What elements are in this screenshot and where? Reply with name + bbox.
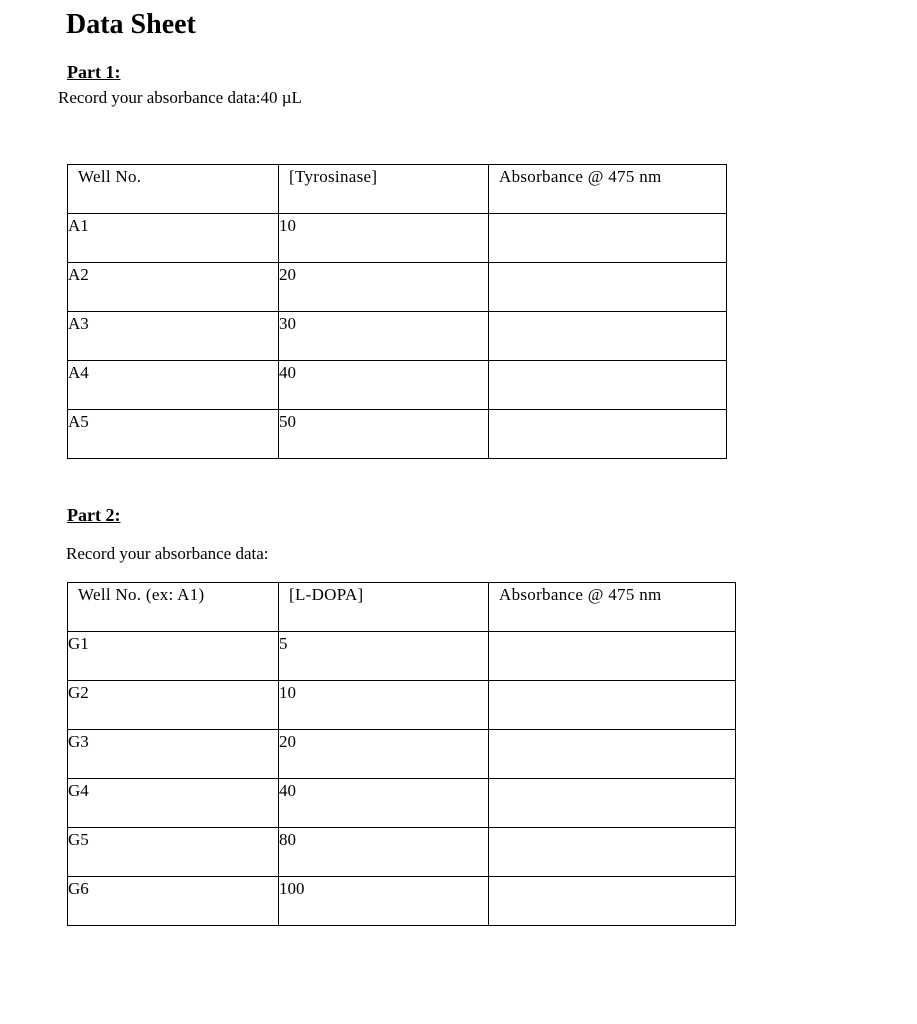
- well-cell: A3: [68, 312, 279, 361]
- concentration-cell: 30: [279, 312, 489, 361]
- absorbance-cell[interactable]: [489, 410, 727, 459]
- concentration-cell: 100: [279, 877, 489, 926]
- column-header-concentration: [Tyrosinase]: [279, 165, 489, 214]
- part1-instruction: Record your absorbance data:40 µL: [58, 88, 302, 107]
- concentration-cell: 40: [279, 779, 489, 828]
- absorbance-cell[interactable]: [489, 361, 727, 410]
- table-header-row: [68, 165, 727, 214]
- concentration-cell: 10: [279, 681, 489, 730]
- concentration-cell: 80: [279, 828, 489, 877]
- absorbance-cell[interactable]: [489, 681, 736, 730]
- well-cell: G4: [68, 779, 279, 828]
- table-row: [68, 361, 727, 410]
- column-header-absorbance: Absorbance @ 475 nm: [489, 583, 736, 632]
- table-row: [68, 410, 727, 459]
- well-cell: A2: [68, 263, 279, 312]
- concentration-cell: 40: [279, 361, 489, 410]
- part1-heading: Part 1:: [67, 62, 121, 82]
- absorbance-cell[interactable]: [489, 877, 736, 926]
- column-header-concentration: [L-DOPA]: [279, 583, 489, 632]
- concentration-cell: 20: [279, 730, 489, 779]
- part2-table: [67, 582, 736, 926]
- well-cell: G1: [68, 632, 279, 681]
- concentration-cell: 5: [279, 632, 489, 681]
- table-row: [68, 214, 727, 263]
- well-cell: G6: [68, 877, 279, 926]
- well-cell: G5: [68, 828, 279, 877]
- column-header-well: Well No.: [68, 165, 279, 214]
- absorbance-cell[interactable]: [489, 312, 727, 361]
- concentration-cell: 10: [279, 214, 489, 263]
- absorbance-cell[interactable]: [489, 263, 727, 312]
- table-row: [68, 779, 736, 828]
- absorbance-cell[interactable]: [489, 779, 736, 828]
- part2-heading: Part 2:: [67, 505, 121, 525]
- well-cell: G2: [68, 681, 279, 730]
- absorbance-cell[interactable]: [489, 828, 736, 877]
- page-title: Data Sheet: [66, 9, 196, 40]
- table-row: [68, 263, 727, 312]
- absorbance-cell[interactable]: [489, 730, 736, 779]
- absorbance-cell[interactable]: [489, 214, 727, 263]
- table-row: [68, 312, 727, 361]
- column-header-well: Well No. (ex: A1): [68, 583, 279, 632]
- well-cell: G3: [68, 730, 279, 779]
- column-header-absorbance: Absorbance @ 475 nm: [489, 165, 727, 214]
- well-cell: A4: [68, 361, 279, 410]
- concentration-cell: 20: [279, 263, 489, 312]
- part1-table: [67, 164, 727, 459]
- table-row: [68, 828, 736, 877]
- table-row: [68, 877, 736, 926]
- absorbance-cell[interactable]: [489, 632, 736, 681]
- concentration-cell: 50: [279, 410, 489, 459]
- well-cell: A5: [68, 410, 279, 459]
- part2-instruction: Record your absorbance data:: [66, 544, 269, 563]
- well-cell: A1: [68, 214, 279, 263]
- table-row: [68, 681, 736, 730]
- table-row: [68, 632, 736, 681]
- table-row: [68, 730, 736, 779]
- table-header-row: [68, 583, 736, 632]
